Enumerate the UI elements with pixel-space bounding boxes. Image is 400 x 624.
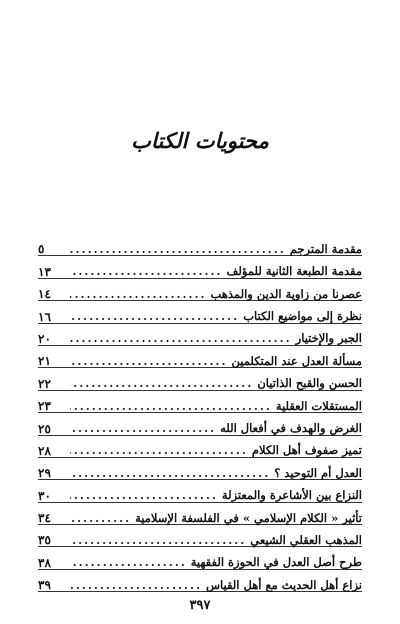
toc-entry-title: تأثير « الكلام الإسلامي » في الفلسفة الإسلامية	[135, 510, 362, 525]
dot-leader	[70, 580, 202, 592]
toc-entry-title: مسألة العدل عند المتكلمين	[231, 353, 362, 368]
toc-entry-page: ٢٨	[38, 443, 51, 458]
dot-leader	[70, 557, 187, 569]
page-number: ٣٩٧	[189, 598, 211, 613]
toc-entry-page: ٣٩	[38, 578, 51, 593]
toc-entry-page: ٢٣	[38, 399, 51, 414]
toc-entry-page: ١٤	[38, 287, 51, 302]
toc-entry-title: عصرنا من زاوية الدين والمذهب	[210, 286, 362, 301]
toc-entry	[38, 234, 362, 256]
toc-entry	[38, 301, 362, 323]
toc-entry-page: ٢٠	[38, 331, 51, 346]
toc-entry-page: ١٦	[38, 309, 51, 324]
toc-entry-page: ٣٤	[38, 511, 51, 526]
toc-entry-title: نظرة إلى مواضيع الكتاب	[243, 309, 362, 324]
toc-entry	[38, 547, 362, 569]
toc-entry-title: المذهب العقلي الشيعي	[250, 532, 362, 547]
dot-leader	[70, 513, 131, 525]
toc-entry	[38, 368, 362, 390]
toc-entry	[38, 503, 362, 525]
dot-leader	[70, 266, 223, 278]
toc-entry	[38, 458, 362, 480]
page-title: محتويات الكتاب	[131, 128, 269, 153]
toc-entry	[38, 391, 362, 413]
toc-entry-title: طرح أصل العدل في الحوزة الفقهية	[190, 555, 362, 570]
toc-entry-title: مقدمة الطبعة الثانية للمؤلف	[226, 264, 362, 279]
toc-entry	[38, 413, 362, 435]
toc-entry-title: الجبر والإختيار	[295, 331, 362, 346]
toc-entry-title: مقدمة المترجم	[289, 241, 362, 256]
toc-entry	[38, 570, 362, 592]
dot-leader	[70, 311, 239, 323]
toc-entry-page: ٢١	[38, 354, 51, 369]
toc-entry	[38, 480, 362, 502]
dot-leader	[70, 423, 216, 435]
dot-leader	[70, 401, 272, 413]
toc-entry-title: الغرض والهدف في أفعال الله	[220, 421, 362, 436]
toc-entry-title: الحسن والقبح الذاتيان	[257, 376, 362, 391]
toc-entry-page: ٢٩	[38, 466, 51, 481]
toc-entry-title: العدل أم التوحيد ؟	[274, 465, 362, 480]
dot-leader	[70, 468, 270, 480]
toc-entry	[38, 256, 362, 278]
dot-leader	[70, 244, 286, 256]
dot-leader	[70, 378, 253, 390]
toc-entry-page: ١٣	[38, 264, 51, 279]
toc-entry-page: ٢٥	[38, 421, 51, 436]
dot-leader	[70, 333, 292, 345]
toc-entry-page: ٣٥	[38, 533, 51, 548]
toc-entry-title: النزاع بين الأشاعرة والمعتزلة	[221, 488, 362, 503]
dot-leader	[70, 490, 218, 502]
toc-entry-page: ٣٠	[38, 488, 51, 503]
toc-entry-title: نزاع أهل الحديث مع أهل القياس	[205, 577, 362, 592]
toc-entry	[38, 525, 362, 547]
dot-leader	[70, 289, 207, 301]
dot-leader	[70, 445, 248, 457]
toc-entry-title: تميز صفوف أهل الكلام	[251, 443, 362, 458]
toc-entry	[38, 279, 362, 301]
toc-entry-page: ٣٨	[38, 555, 51, 570]
table-of-contents	[38, 234, 362, 592]
dot-leader	[70, 535, 246, 547]
toc-entry	[38, 324, 362, 346]
toc-entry-title: المستقلات العقلية	[275, 398, 362, 413]
dot-leader	[70, 356, 228, 368]
toc-entry	[38, 346, 362, 368]
toc-entry-page: ٥	[38, 242, 45, 257]
toc-entry	[38, 436, 362, 458]
toc-entry-page: ٢٢	[38, 376, 51, 391]
